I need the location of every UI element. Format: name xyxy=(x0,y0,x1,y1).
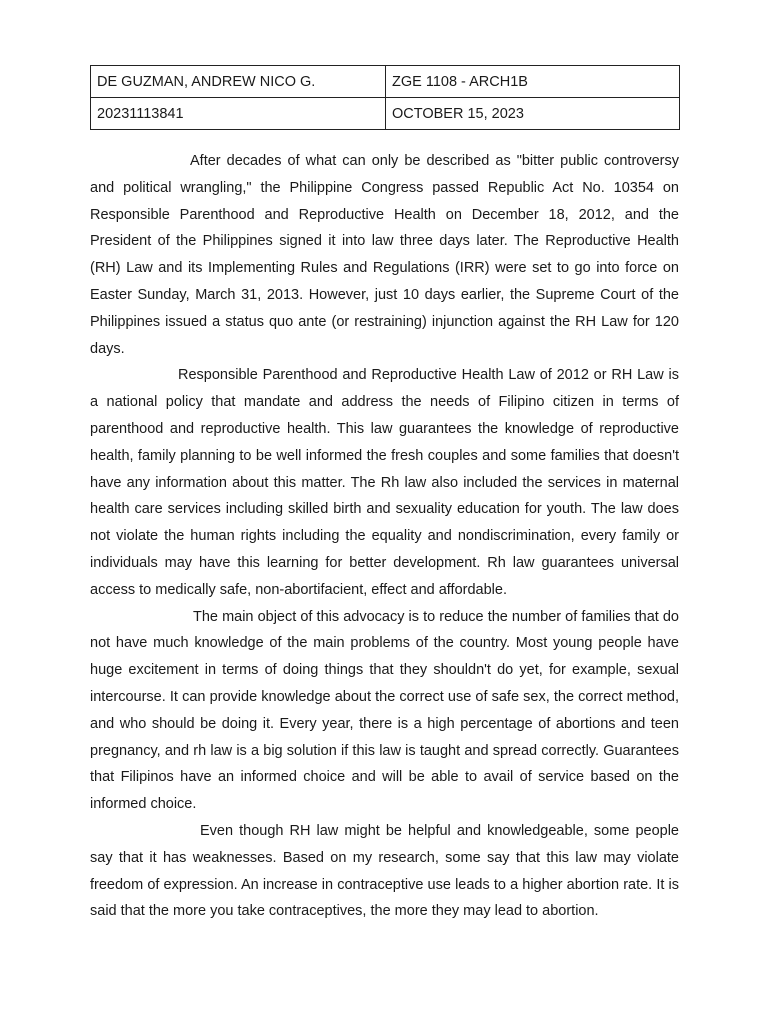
paragraph-1: After decades of what can only be described as "bitter public controversy and political wrangling," the Philippine Congress passed Republic Act No. 10354 on Responsible Parenthood and Reproductive Health on December 18, 2012, and the President of the Philippines signed it into law three days later. The Reproductive Health (RH) Law and its Implementing Rules and Regulations (IRR) were set to go into force on Easter Sunday, March 31, 2013. However, just 10 days earlier, the Supreme Court of the Philippines issued a status quo ante (or restraining) injunction against the RH Law for 120 days. xyxy=(90,153,679,357)
essay-body xyxy=(90,148,679,925)
document-page xyxy=(90,65,679,925)
date-cell: OCTOBER 15, 2023 xyxy=(386,98,680,130)
paragraph-3: The main object of this advocacy is to reduce the number of families that do not have much knowledge of the main problems of the country. Most young people have huge excitement in terms of doing things that they shouldn't do yet, for example, sexual intercourse. It can provide knowledge about the correct use of safe sex, the correct method, and who should be doing it. Every year, there is a high percentage of abortions and teen pregnancy, and rh law is a big solution if this law is taught and spread correctly. Guarantees that Filipinos have an informed choice and will be able to avail of service based on the informed choice. xyxy=(90,608,679,813)
paragraph-2: Responsible Parenthood and Reproductive Health Law of 2012 or RH Law is a national policy that mandate and address the needs of Filipino citizen in terms of parenthood and reproductive health. This law guarantees the knowledge of reproductive health, family planning to be well informed the fresh couples and some families that doesn't have any information about this matter. The Rh law also included the services in maternal health care services including skilled birth and sexuality education for youth. The law does not violate the human rights including the equality and nondiscrimination, every family or individuals may have this learning for better development. Rh law guarantees universal access to medically safe, non-abortifacient, effect and affordable. xyxy=(90,367,679,598)
header-table xyxy=(90,65,680,130)
header-row-2 xyxy=(91,98,680,130)
student-name-cell: DE GUZMAN, ANDREW NICO G. xyxy=(91,66,386,98)
course-section-cell: ZGE 1108 - ARCH1B xyxy=(386,66,680,98)
header-row-1 xyxy=(91,66,680,98)
student-number-cell: 20231113841 xyxy=(91,98,386,130)
paragraph-4: Even though RH law might be helpful and knowledgeable, some people say that it has weaknesses. Based on my research, some say that this law may violate freedom of expression. An increase in contraceptive use leads to a higher abortion rate. It is said that the more you take contraceptives, the more they may lead to abortion. xyxy=(90,822,679,920)
